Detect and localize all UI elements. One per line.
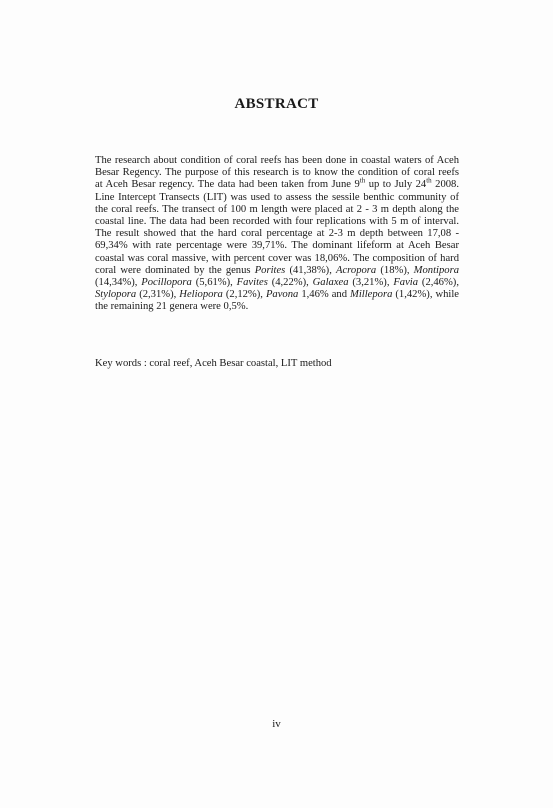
text-run: Besar Regency. The purpose of this research is to know the condition of coral reefs — [95, 167, 459, 179]
text-run: (5,61%), — [191, 277, 237, 289]
text-run: The research about condition of coral reefs has been done in coastal waters of Aceh — [95, 155, 459, 166]
text-run: coral were dominated by the genus — [95, 264, 255, 276]
text-run: (41,38%), — [285, 264, 336, 276]
abstract-line-11 — [95, 277, 459, 289]
text-run: Line Intercept Transects (LIT) was used to assess the sessile benthic community of — [95, 191, 459, 203]
text-run: up to July 24 — [365, 179, 427, 191]
text-run: 2008. — [431, 179, 460, 191]
genus-name: Pavona — [265, 289, 299, 301]
genus-name: Montipora — [413, 264, 459, 276]
superscript: th — [359, 176, 366, 185]
abstract-paragraph — [95, 155, 459, 314]
abstract-line-12 — [95, 289, 459, 301]
genus-name: Porites — [254, 264, 286, 276]
genus-name: Favites — [236, 277, 268, 289]
text-run: (2,12%), — [222, 289, 266, 301]
genus-name: Heliopora — [179, 289, 223, 301]
text-run: coastal line. The data had been recorded with four replications with 5 m of interval. — [95, 216, 459, 228]
text-run: The result showed that the hard coral percentage at 2-3 m depth between 17,08 - — [95, 228, 459, 240]
genus-name: Pocillopora — [141, 277, 192, 289]
text-run: coastal was coral massive, with percent cover was 18,06%. The composition of hard — [95, 252, 459, 264]
text-run: (3,21%), — [348, 277, 394, 289]
text-run: (14,34%), — [95, 277, 142, 289]
genus-name: Acropora — [336, 264, 377, 276]
text-run: the remaining 21 genera were 0,5%. — [95, 301, 249, 313]
text-run: (2,46%), — [418, 277, 459, 289]
text-run: 69,34% with rate percentage were 39,71%. The dominant lifeform at Aceh Besar — [95, 240, 459, 252]
abstract-line-9 — [95, 253, 459, 265]
abstract-line-1 — [95, 155, 459, 167]
genus-name: Favia — [393, 277, 419, 289]
abstract-line-6 — [95, 216, 459, 228]
text-run: the coral reefs. The transect of 100 m length were placed at 2 - 3 m depth along the — [95, 203, 459, 215]
abstract-title: ABSTRACT — [234, 96, 319, 112]
superscript: th — [426, 176, 432, 185]
abstract-line-7 — [95, 228, 459, 240]
abstract-line-3 — [95, 176, 460, 191]
keywords: Key words : coral reef, Aceh Besar coastal, LIT method — [95, 358, 332, 369]
text-run: 1,46% and — [298, 289, 351, 301]
genus-name: Galaxea — [312, 277, 349, 289]
text-run: (18%), — [376, 264, 414, 276]
text-run: (1,42%), while — [392, 289, 460, 301]
text-run: at Aceh Besar regency. The data had been taken from June 9 — [95, 179, 360, 191]
page-number: iv — [272, 718, 281, 730]
abstract-line-4 — [95, 192, 459, 204]
abstract-line-13 — [95, 301, 459, 313]
abstract-line-2 — [95, 167, 459, 179]
abstract-line-5 — [95, 204, 459, 216]
genus-name: Stylopora — [95, 289, 137, 301]
abstract-line-10 — [95, 265, 459, 277]
text-run: (2,31%), — [136, 289, 180, 301]
genus-name: Millepora — [350, 289, 393, 301]
abstract-line-8 — [95, 240, 459, 252]
text-run: (4,22%), — [267, 277, 313, 289]
